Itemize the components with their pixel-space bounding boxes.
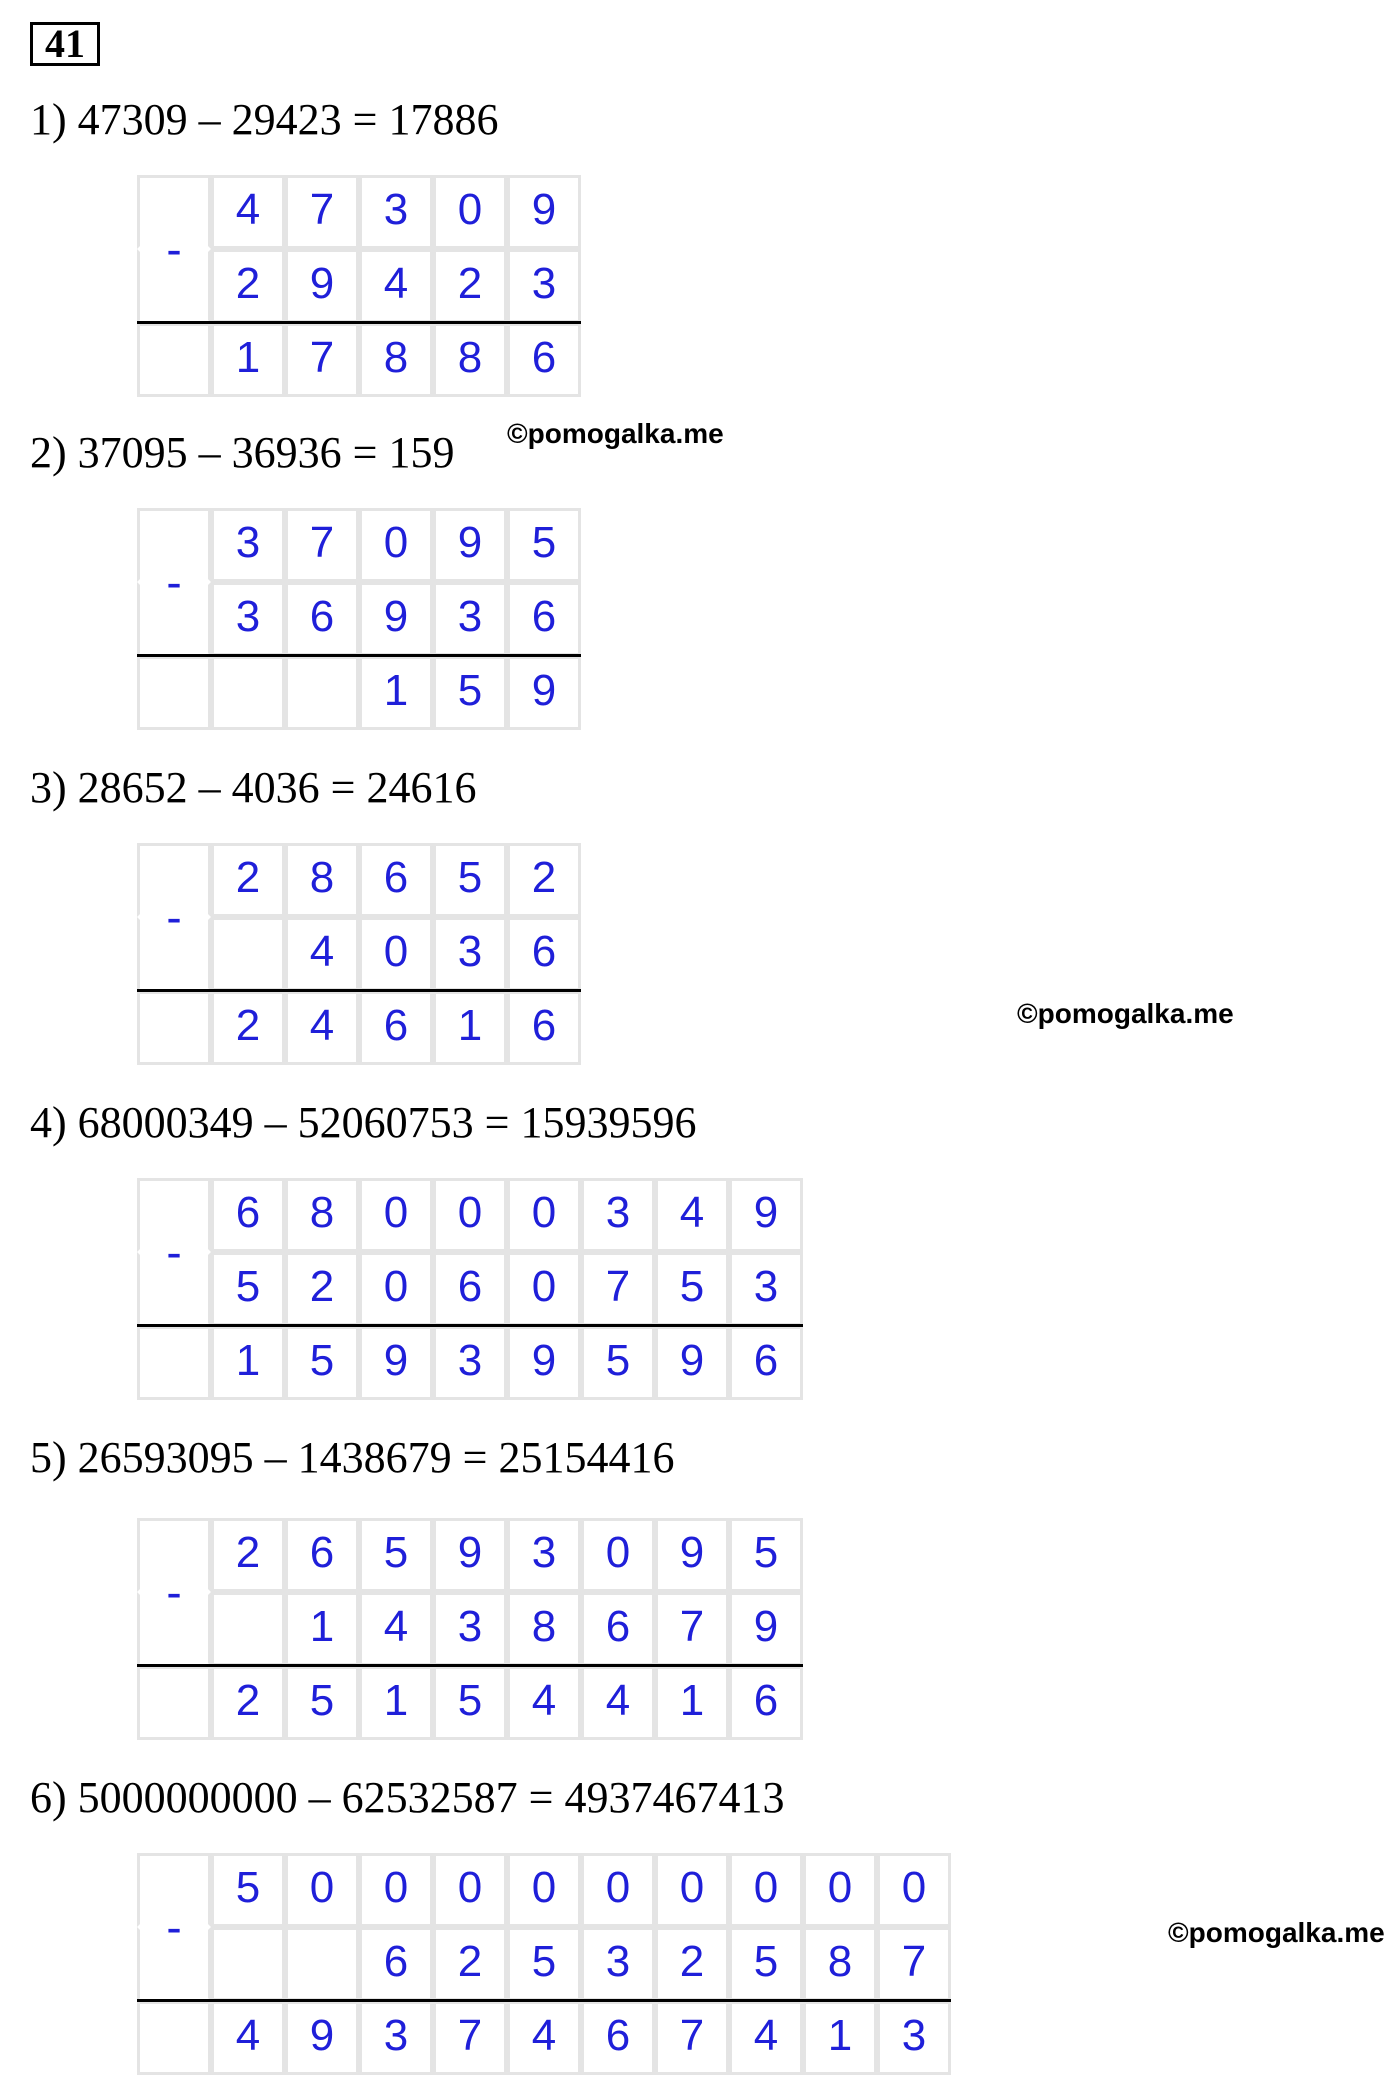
subtrahend-digit: 0 [359,917,433,991]
subtrahend-digit [285,1927,359,2001]
difference-digit: 3 [433,1326,507,1400]
minuend-digit: 0 [655,1853,729,1927]
minuend-digit: 0 [507,1178,581,1252]
subtrahend-digit: 7 [877,1927,951,2001]
difference-digit: 9 [655,1326,729,1400]
subtrahend-digit: 9 [729,1592,803,1666]
minuend-digit: 9 [507,175,581,249]
problem-4-label: 4) 68000349 – 52060753 = 15939596 [30,1098,697,1147]
minuend-digit: 3 [211,508,285,582]
difference-digit: 1 [803,2001,877,2075]
minuend-digit: 7 [285,175,359,249]
watermark-3: ©pomogalka.me [1168,1917,1385,1948]
subtrahend-digit: 2 [655,1927,729,2001]
subtrahend-digit: 7 [581,1252,655,1326]
subtrahend-digit: 6 [359,1927,433,2001]
sign-column-cell [137,1326,211,1400]
difference-digit: 6 [729,1666,803,1740]
minus-sign: - [166,223,182,275]
subtrahend-digit: 5 [507,1927,581,2001]
minuend-digit: 3 [359,175,433,249]
difference-digit: 5 [433,656,507,730]
minuend-digit: 0 [877,1853,951,1927]
result-line [137,321,581,324]
difference-digit: 4 [581,1666,655,1740]
subtrahend-digit [211,1927,285,2001]
result-line [137,1999,951,2002]
minuend-digit: 6 [359,843,433,917]
minuend-digit: 0 [729,1853,803,1927]
difference-digit: 1 [211,1326,285,1400]
problem-6-label: 6) 5000000000 – 62532587 = 4937467413 [30,1773,785,1822]
minuend-digit: 2 [211,1518,285,1592]
difference-digit: 9 [507,656,581,730]
subtrahend-digit: 3 [433,917,507,991]
difference-digit: 5 [285,1326,359,1400]
difference-digit: 4 [507,2001,581,2075]
subtrahend-digit: 6 [581,1592,655,1666]
difference-digit: 3 [359,2001,433,2075]
difference-digit: 1 [655,1666,729,1740]
subtrahend-digit: 2 [433,249,507,323]
subtrahend-digit: 4 [359,1592,433,1666]
difference-digit: 4 [211,2001,285,2075]
minuend-digit: 3 [581,1178,655,1252]
difference-digit: 9 [359,1326,433,1400]
difference-digit: 1 [359,1666,433,1740]
difference-digit: 6 [729,1326,803,1400]
subtrahend-digit: 6 [433,1252,507,1326]
minuend-digit: 9 [433,1518,507,1592]
minuend-digit: 2 [211,843,285,917]
difference-digit: 2 [211,1666,285,1740]
minuend-digit: 0 [581,1518,655,1592]
minus-sign: - [166,1901,182,1953]
subtrahend-digit: 4 [285,917,359,991]
subtrahend-digit: 4 [359,249,433,323]
minus-sign: - [166,1226,182,1278]
difference-digit: 9 [507,1326,581,1400]
minuend-digit: 7 [285,508,359,582]
minuend-digit: 6 [285,1518,359,1592]
subtrahend-digit: 3 [433,582,507,656]
difference-digit: 1 [359,656,433,730]
minuend-digit: 5 [359,1518,433,1592]
minuend-digit: 2 [507,843,581,917]
subtrahend-digit: 2 [211,249,285,323]
minuend-digit: 5 [211,1853,285,1927]
result-line [137,1324,803,1327]
minus-sign: - [166,891,182,943]
minuend-digit: 9 [433,508,507,582]
result-line [137,989,581,992]
subtrahend-digit: 6 [507,917,581,991]
problem-2-label: 2) 37095 – 36936 = 159 [30,428,455,477]
sign-column-cell [137,2001,211,2075]
difference-digit: 1 [211,323,285,397]
difference-digit: 2 [211,991,285,1065]
minuend-digit: 5 [507,508,581,582]
difference-digit: 6 [507,991,581,1065]
difference-digit: 7 [285,323,359,397]
subtrahend-digit: 2 [433,1927,507,2001]
minus-sign: - [166,556,182,608]
minuend-digit: 8 [285,1178,359,1252]
minuend-digit: 0 [581,1853,655,1927]
difference-digit: 7 [655,2001,729,2075]
subtrahend-digit: 9 [359,582,433,656]
minuend-digit: 0 [507,1853,581,1927]
sign-column-cell [137,323,211,397]
problem-3-label: 3) 28652 – 4036 = 24616 [30,763,477,812]
minuend-digit: 9 [729,1178,803,1252]
difference-digit: 6 [581,2001,655,2075]
result-line [137,654,581,657]
minuend-digit: 8 [285,843,359,917]
minuend-digit: 0 [359,1178,433,1252]
subtrahend-digit: 8 [507,1592,581,1666]
difference-digit: 3 [877,2001,951,2075]
sign-column-cell [137,991,211,1065]
subtrahend-digit: 9 [285,249,359,323]
subtrahend-digit: 0 [507,1252,581,1326]
subtrahend-digit: 1 [285,1592,359,1666]
difference-digit: 8 [359,323,433,397]
subtrahend-digit [211,917,285,991]
problem-5-label: 5) 26593095 – 1438679 = 25154416 [30,1433,675,1482]
difference-digit: 7 [433,2001,507,2075]
difference-digit: 5 [433,1666,507,1740]
subtrahend-digit: 3 [211,582,285,656]
minuend-digit: 9 [655,1518,729,1592]
difference-digit: 6 [359,991,433,1065]
difference-digit: 4 [285,991,359,1065]
minuend-digit: 4 [211,175,285,249]
minuend-digit: 5 [433,843,507,917]
subtrahend-digit: 6 [285,582,359,656]
problem-1-label: 1) 47309 – 29423 = 17886 [30,95,499,144]
subtrahend-digit: 5 [211,1252,285,1326]
minuend-digit: 0 [285,1853,359,1927]
minus-sign: - [166,1566,182,1618]
subtrahend-digit: 3 [581,1927,655,2001]
subtrahend-digit [211,1592,285,1666]
difference-digit: 1 [433,991,507,1065]
minuend-digit: 0 [433,1853,507,1927]
difference-digit: 5 [581,1326,655,1400]
minuend-digit: 5 [729,1518,803,1592]
watermark-2: ©pomogalka.me [1017,998,1234,1029]
difference-digit [211,656,285,730]
subtrahend-digit: 7 [655,1592,729,1666]
difference-digit: 6 [507,323,581,397]
subtrahend-digit: 3 [729,1252,803,1326]
task-number: 41 [30,22,100,66]
difference-digit: 5 [285,1666,359,1740]
minuend-digit: 0 [433,175,507,249]
result-line [137,1664,803,1667]
minuend-digit: 4 [655,1178,729,1252]
subtrahend-digit: 8 [803,1927,877,2001]
minuend-digit: 0 [433,1178,507,1252]
watermark-1: ©pomogalka.me [507,418,724,449]
difference-digit [285,656,359,730]
subtrahend-digit: 5 [729,1927,803,2001]
difference-digit: 9 [285,2001,359,2075]
minuend-digit: 0 [803,1853,877,1927]
sign-column-cell [137,1666,211,1740]
difference-digit: 4 [507,1666,581,1740]
minuend-digit: 0 [359,1853,433,1927]
subtrahend-digit: 0 [359,1252,433,1326]
subtrahend-digit: 3 [433,1592,507,1666]
subtrahend-digit: 3 [507,249,581,323]
minuend-digit: 0 [359,508,433,582]
difference-digit: 8 [433,323,507,397]
minuend-digit: 6 [211,1178,285,1252]
subtrahend-digit: 5 [655,1252,729,1326]
subtrahend-digit: 2 [285,1252,359,1326]
subtrahend-digit: 6 [507,582,581,656]
sign-column-cell [137,656,211,730]
minuend-digit: 3 [507,1518,581,1592]
difference-digit: 4 [729,2001,803,2075]
